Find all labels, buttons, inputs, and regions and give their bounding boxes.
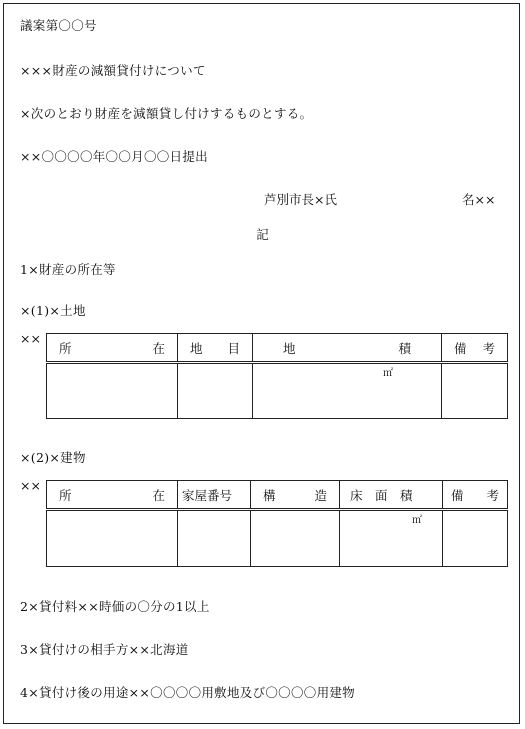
header-text: 地 <box>283 340 296 356</box>
header-cell <box>47 481 178 510</box>
header-text: 床 面 積 <box>350 487 413 503</box>
header-text: 在 <box>152 340 165 356</box>
header-cell <box>251 481 340 510</box>
header-text: 考 <box>482 340 495 356</box>
area-cell <box>253 363 442 419</box>
table-indent-mark: ×× <box>20 478 41 493</box>
area-cell <box>340 510 443 567</box>
body-text: ×次のとおり財産を減額貸し付けするものとする。 <box>20 106 313 121</box>
table-header-row <box>47 481 508 510</box>
header-text: 造 <box>314 487 327 503</box>
header-text: 所 <box>59 487 72 503</box>
header-text: 家屋番号 <box>182 487 233 503</box>
header-cell <box>442 334 508 363</box>
cell <box>251 510 340 567</box>
signer-office: 芦別市長×氏 <box>264 192 337 207</box>
header-text: 在 <box>152 487 165 503</box>
header-text: 地 <box>190 340 203 356</box>
item-2: 2×貸付料××時価の〇分の1以上 <box>20 599 210 614</box>
item-1: 1×財産の所在等 <box>20 262 116 277</box>
ki-heading: 記 <box>256 227 269 242</box>
header-text: 備 <box>454 340 467 356</box>
cell <box>178 363 253 419</box>
table-header-row <box>47 334 508 363</box>
submission-date: ××〇〇〇〇年〇〇月〇〇日提出 <box>20 149 208 164</box>
table-indent-mark: ×× <box>20 331 41 346</box>
item-3: 3×貸付けの相手方××北海道 <box>20 642 189 657</box>
cell <box>443 510 508 567</box>
header-cell <box>340 481 443 510</box>
table-row <box>47 363 508 419</box>
sub-item-land: ×(1)×土地 <box>20 303 86 318</box>
land-table <box>46 333 508 419</box>
header-text: 目 <box>227 340 240 356</box>
header-cell <box>47 334 178 363</box>
cell <box>47 510 178 567</box>
header-cell <box>443 481 508 510</box>
header-text: 考 <box>486 487 499 503</box>
sub-item-building: ×(2)×建物 <box>20 450 86 465</box>
item-4: 4×貸付け後の用途××〇〇〇〇用敷地及び〇〇〇〇用建物 <box>20 685 355 700</box>
header-cell <box>178 481 251 510</box>
document-title: ×××財産の減額貸付けについて <box>20 63 206 78</box>
header-text: 備 <box>451 487 464 503</box>
signer-name: 名×× <box>462 192 496 207</box>
sq-meter-unit: ㎡ <box>383 368 393 379</box>
cell <box>178 510 251 567</box>
bill-number: 議案第〇〇号 <box>20 18 97 33</box>
header-cell <box>253 334 442 363</box>
header-text: 所 <box>59 340 72 356</box>
building-table <box>46 480 508 567</box>
cell <box>442 363 508 419</box>
sq-meter-unit: ㎡ <box>412 515 422 526</box>
header-text: 積 <box>398 340 411 356</box>
table-row <box>47 510 508 567</box>
header-text: 構 <box>263 487 276 503</box>
header-cell <box>178 334 253 363</box>
cell <box>47 363 178 419</box>
